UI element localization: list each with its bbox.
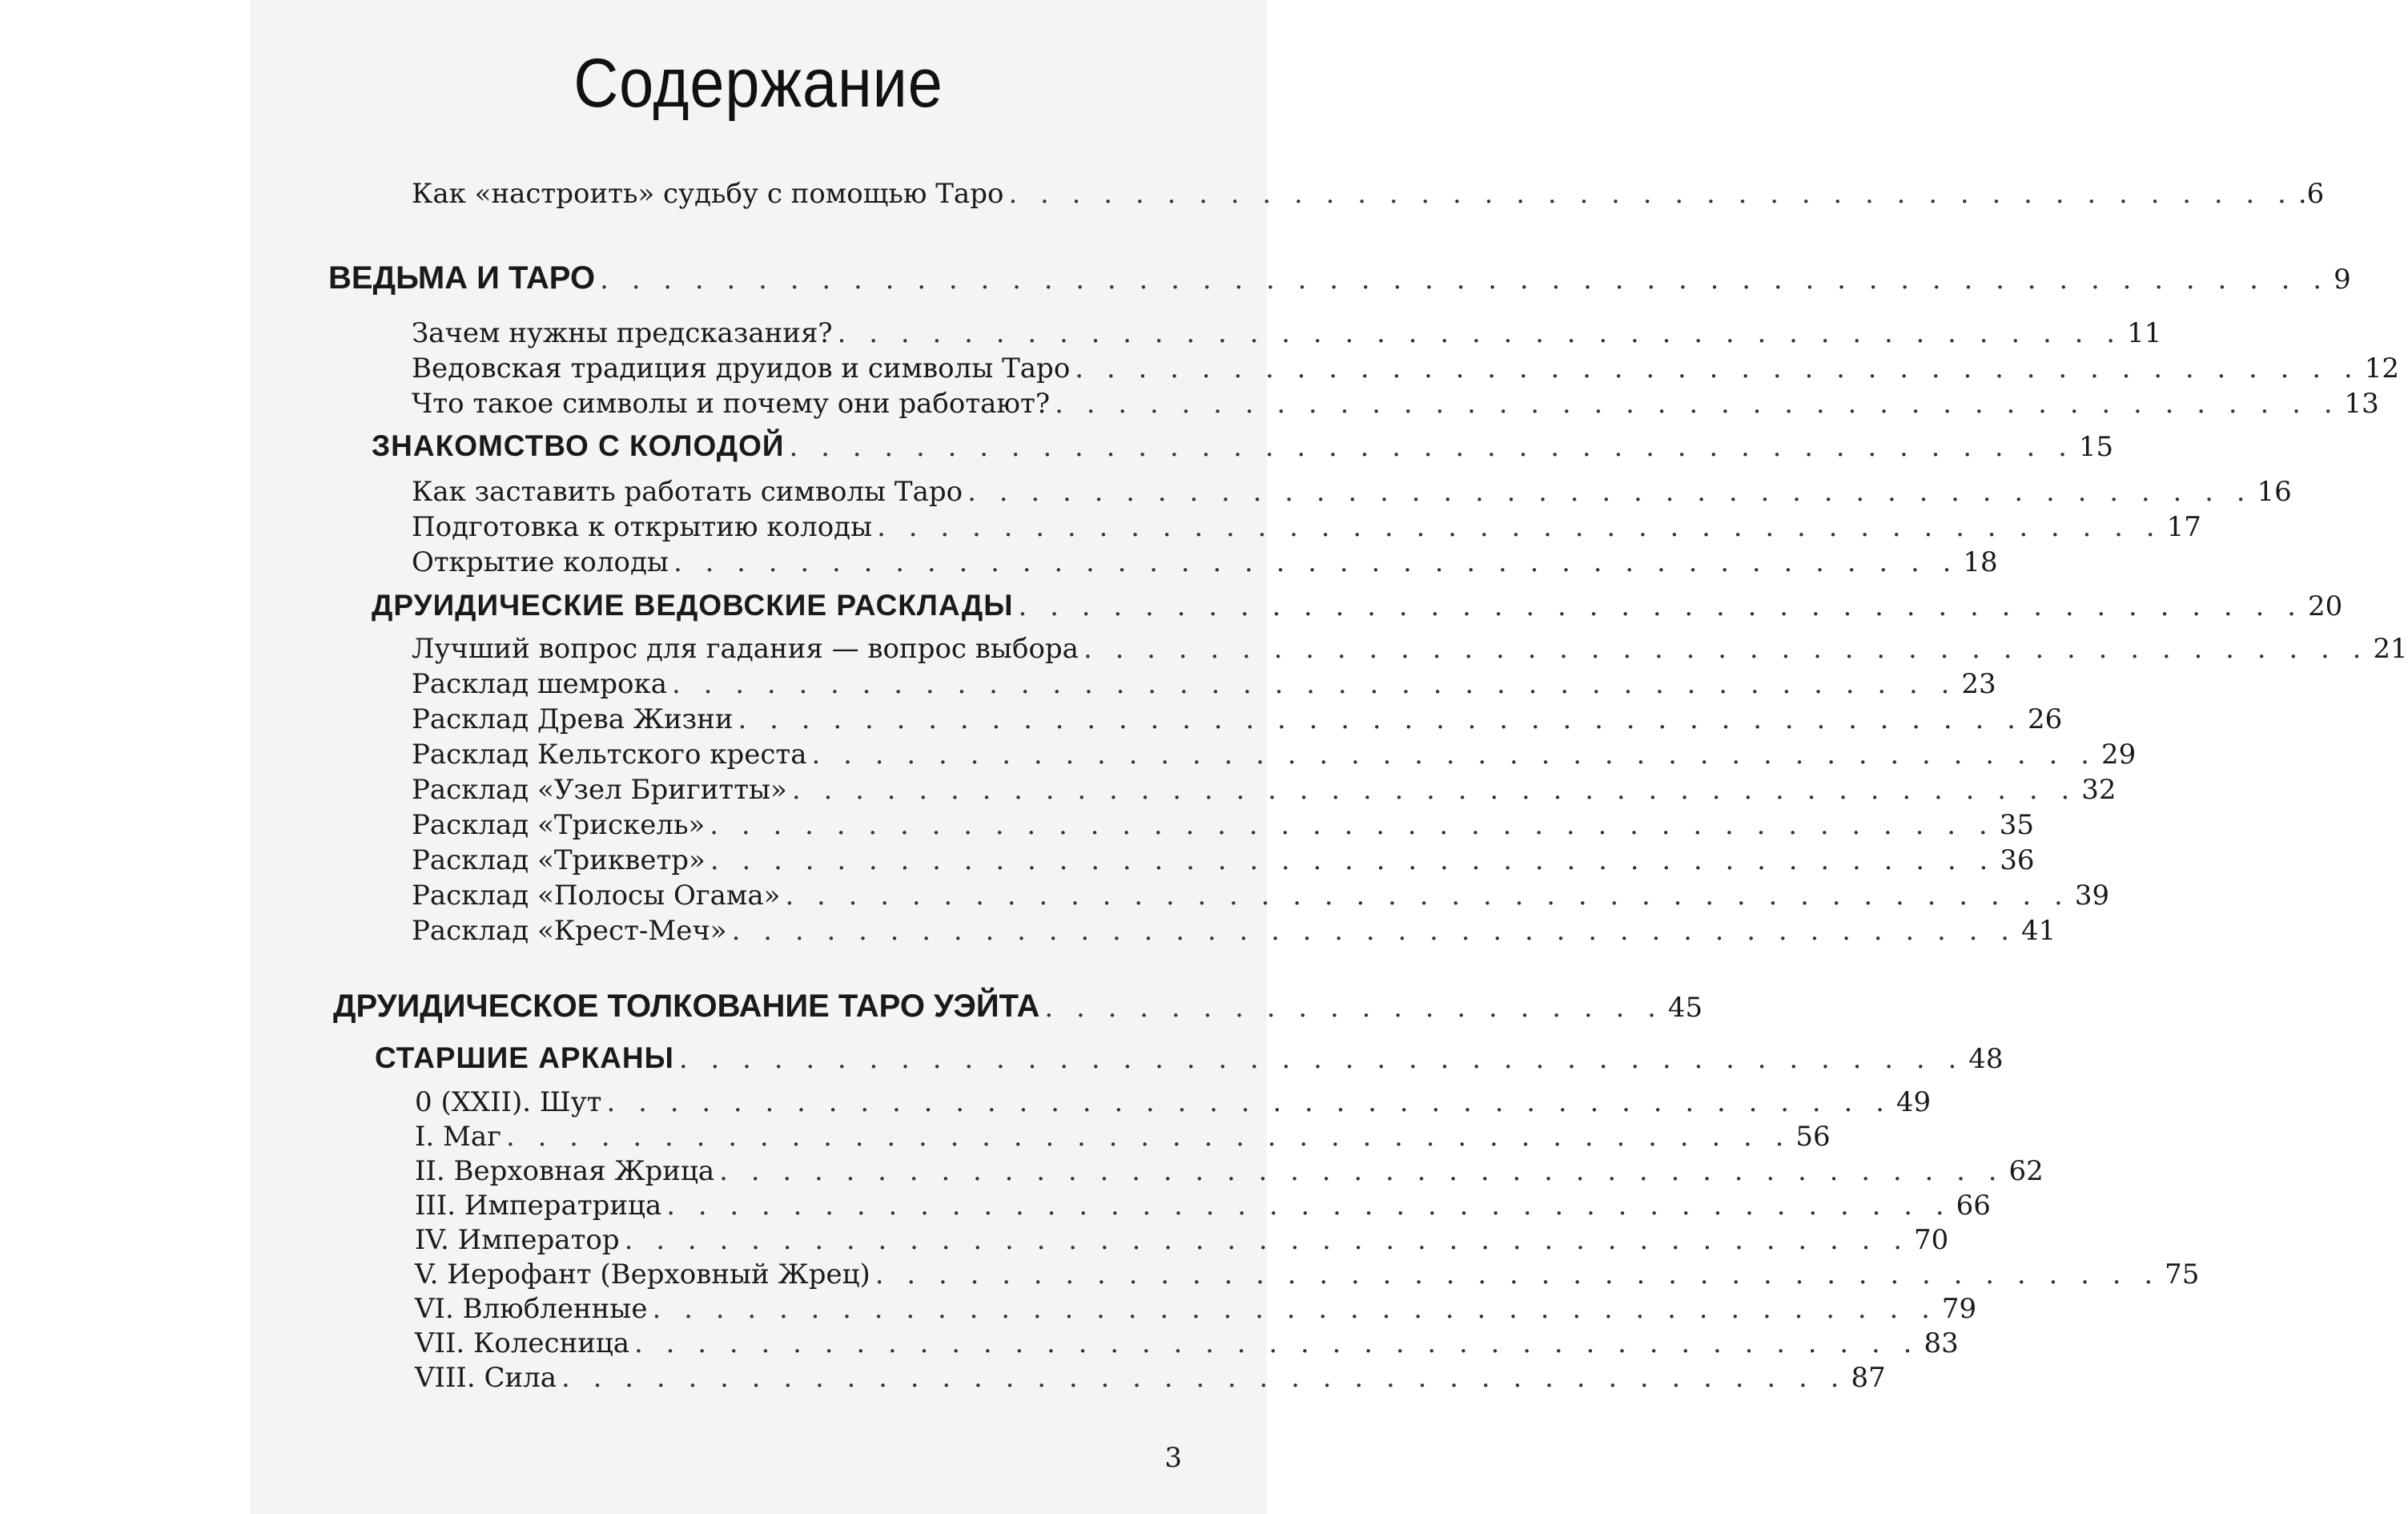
toc-leader: . . . . . . . . . . . . . . . . . . . . . . . . . . . . . . . . . . . . . . . . . — [1018, 590, 2303, 622]
toc-entry-page: 39 — [2074, 880, 2110, 912]
toc-entry-title: V. Иерофант (Верховный Жрец) — [415, 1258, 870, 1291]
toc-leader: . . . . . . . . . . . . . . . . . . . . . . . . . . . . . . . . . . . . . . . . . — [811, 739, 2096, 771]
toc-section-title: ВЕДЬМА И ТАРО — [328, 260, 596, 296]
toc-leader: . . . . . . . . . . . . . . . . . . . . . . . . . . . . . . . . . . . . . . . . . — [967, 476, 2253, 508]
toc-entry — [412, 844, 2035, 876]
toc-entry-page: 18 — [1963, 546, 1998, 578]
toc-leader: . . . . . . . . . . . . . . . . . . . . . . . . . . . . . . . . . . . . . . . . . — [673, 546, 1959, 578]
toc-section-title: СТАРШИЕ АРКАНЫ — [375, 1041, 674, 1074]
toc-entry — [412, 915, 2056, 947]
toc-entry-page: 36 — [2000, 844, 2035, 876]
toc-leader: . . . . . . . . . . . . . . . . . . . . . . . . . . . . . . . . . . . . . . . . . — [505, 1121, 1791, 1153]
toc-entry — [415, 1224, 1949, 1256]
page-number: 3 — [1164, 1442, 1182, 1474]
toc-entry-page: 35 — [1999, 809, 2034, 841]
toc-leader: . . . . . . . . . . . . . . . . . . . . . . . . . . . . . . . . . . . . . . . . . — [789, 431, 2074, 463]
toc-entry-page: 15 — [2078, 431, 2114, 463]
toc-entry — [415, 1258, 2200, 1291]
toc-leader: . . . . . . . . . . . . . . . . . . . . . . . . . . . . . . . . . . . . . . . . . — [738, 703, 2023, 735]
toc-entry-page: 11 — [2127, 317, 2162, 349]
toc-entry — [415, 1293, 1977, 1325]
toc-entry — [412, 476, 2292, 508]
toc-leader: . . . . . . . . . . . . . . . . . . . . . . . . . . . . . . . . . . . . . . . . . . . . . . . . . . . . . . . — [600, 264, 2330, 296]
toc-leader: . . . . . . . . . . . . . . . . . . . . . . . . . . . . . . . . . . . . . . . . . — [837, 317, 2123, 349]
toc-leader: . . . . . . . . . . . . . . . . . . . . . . . . . . . . . . . . . . . . . . . . . — [671, 668, 1957, 700]
toc-entry-title: Расклад «Трискель» — [412, 809, 706, 841]
toc-leader: . . . . . . . . . . . . . . . . . . . . . . . . . . . . . . . . . . . . . . . . . — [719, 1155, 2004, 1187]
toc-entry — [412, 809, 2034, 841]
toc-entry-title: Расклад «Полосы Огама» — [412, 880, 781, 912]
toc-entry-page: 75 — [2165, 1258, 2200, 1291]
toc-entry-page: 87 — [1851, 1362, 1886, 1394]
toc-leader: . . . . . . . . . . . . . . . . . . . . . . . . . . . . . . . . . . . . . . . . . — [1083, 633, 2369, 665]
toc-entry — [415, 1121, 1831, 1153]
toc-leader: . . . . . . . . . . . . . . . . . . . . . . . . . . . . . . . . . . . . . . . . . — [791, 774, 2077, 806]
toc-leader: . . . . . . . . . . . . . . . . . . . . . . . . . . . . . . . . . . . . . . . . . — [1008, 178, 2293, 210]
toc-section — [372, 429, 2114, 463]
toc-entry-page: 70 — [1914, 1224, 1949, 1256]
toc-leader: . . . . . . . . . . . . . . . . . . . . . . . . . . . . . . . . . . . . . . . . . — [652, 1293, 1937, 1325]
toc-entry-page: 66 — [1956, 1190, 1991, 1222]
toc-entry-title: Как «настроить» судьбу с помощью Таро — [412, 178, 1004, 210]
toc-entry-page: .6 — [2297, 178, 2325, 210]
toc-entry-title: IV. Император — [415, 1224, 620, 1256]
toc-entry-page: 21 — [2373, 633, 2408, 665]
toc-leader: . . . . . . . . . . . . . . . . . . . . . . . . . . . . . . . . . . . . . . . . . — [1055, 388, 2340, 420]
toc-entry-page: 83 — [1924, 1327, 1959, 1359]
page-title: Содержание — [573, 45, 943, 122]
toc-entry-title: Подготовка к открытию колоды — [412, 511, 873, 543]
toc-section-title: ЗНАКОМСТВО С КОЛОДОЙ — [372, 429, 785, 462]
toc-entry-title: Лучший вопрос для гадания — вопрос выбора — [412, 633, 1079, 665]
toc-entry — [412, 774, 2117, 806]
toc-entry-title: VIII. Сила — [415, 1362, 557, 1394]
toc-entry-title: Расклад «Трикветр» — [412, 844, 706, 876]
toc-entry-title: Как заставить работать символы Таро — [412, 476, 963, 508]
toc-leader: . . . . . . . . . . . . . . . . . . . . . . . . . . . . . . . . . . . . . . . . . — [666, 1190, 1952, 1222]
toc-entry-page: 23 — [1961, 668, 1996, 700]
toc-entry — [415, 1327, 1959, 1359]
toc-entry-title: 0 (XXII). Шут — [415, 1086, 602, 1118]
toc-section-title: ДРУИДИЧЕСКИЕ ВЕДОВСКИЕ РАСКЛАДЫ — [372, 589, 1014, 622]
toc-entry-page: 49 — [1895, 1086, 1932, 1118]
toc-leader: . . . . . . . . . . . . . . . . . . . . — [1044, 992, 1663, 1024]
toc-entry-page: 16 — [2257, 476, 2292, 508]
toc-section-title: ДРУИДИЧЕСКОЕ ТОЛКОВАНИЕ ТАРО УЭЙТА — [333, 989, 1040, 1024]
toc-entry — [412, 880, 2110, 912]
toc-entry — [412, 178, 2325, 210]
toc-entry-title: VI. Влюбленные — [415, 1293, 648, 1325]
toc-section — [372, 589, 2343, 622]
toc-entry — [412, 633, 2408, 665]
toc-entry-page: 79 — [1941, 1293, 1977, 1325]
toc-entry-page: 9 — [2334, 264, 2351, 296]
toc-leader: . . . . . . . . . . . . . . . . . . . . . . . . . . . . . . . . . . . . . . . . . — [874, 1258, 2161, 1291]
toc-entry — [412, 703, 2063, 735]
toc-entry-title: VII. Колесница — [415, 1327, 630, 1359]
toc-leader: . . . . . . . . . . . . . . . . . . . . . . . . . . . . . . . . . . . . . . . . . — [785, 880, 2070, 912]
toc-leader: . . . . . . . . . . . . . . . . . . . . . . . . . . . . . . . . . . . . . . . . . — [710, 844, 1996, 876]
toc-entry-title: III. Императрица — [415, 1190, 662, 1222]
toc-entry — [412, 668, 1996, 700]
toc-entry-page: 20 — [2307, 590, 2343, 622]
toc-entry-title: Ведовская традиция друидов и символы Таро — [412, 352, 1071, 385]
toc-entry-page: 26 — [2027, 703, 2063, 735]
toc-entry-page: 32 — [2081, 774, 2117, 806]
toc-entry-title: Расклад «Узел Бригитты» — [412, 774, 787, 806]
toc-entry-title: Расклад Кельтского креста — [412, 739, 807, 771]
toc-entry — [412, 317, 2162, 349]
toc-entry-title: Зачем нужны предсказания? — [412, 317, 833, 349]
toc-entry-page: 29 — [2100, 739, 2137, 771]
toc-leader: . . . . . . . . . . . . . . . . . . . . . . . . . . . . . . . . . . . . . . . . . — [1075, 352, 2360, 385]
toc-entry — [412, 511, 2201, 543]
toc-leader: . . . . . . . . . . . . . . . . . . . . . . . . . . . . . . . . . . . . . . . . . — [710, 809, 1995, 841]
toc-entry — [415, 1086, 1932, 1118]
toc-entry — [415, 1190, 1991, 1222]
toc-entry-title: Расклад «Крест-Меч» — [412, 915, 727, 947]
toc-section — [375, 1041, 2004, 1075]
toc-entry — [415, 1155, 2044, 1187]
toc-leader: . . . . . . . . . . . . . . . . . . . . . . . . . . . . . . . . . . . . . . . . . — [877, 511, 2162, 543]
toc-entry-page: 56 — [1795, 1121, 1831, 1153]
toc-leader: . . . . . . . . . . . . . . . . . . . . . . . . . . . . . . . . . . . . . . . . . — [606, 1086, 1891, 1118]
toc-entry — [412, 388, 2379, 420]
toc-entry — [412, 352, 2399, 385]
toc-entry-page: 45 — [1667, 992, 1703, 1024]
toc-entry-page: 17 — [2166, 511, 2201, 543]
toc-entry-page: 48 — [1968, 1043, 2004, 1075]
toc-section — [328, 260, 2351, 296]
toc-leader: . . . . . . . . . . . . . . . . . . . . . . . . . . . . . . . . . . . . . . . . . — [624, 1224, 1910, 1256]
toc-entry-title: Расклад Древа Жизни — [412, 703, 734, 735]
toc-entry-page: 13 — [2344, 388, 2379, 420]
toc-entry-title: Что такое символы и почему они работают? — [412, 388, 1051, 420]
toc-leader: . . . . . . . . . . . . . . . . . . . . . . . . . . . . . . . . . . . . . . . . . — [678, 1043, 1964, 1075]
toc-entry-page: 41 — [2021, 915, 2056, 947]
toc-entry — [412, 739, 2137, 771]
toc-entry-title: Открытие колоды — [412, 546, 669, 578]
book-page — [250, 0, 2408, 1514]
toc-leader: . . . . . . . . . . . . . . . . . . . . . . . . . . . . . . . . . . . . . . . . . — [561, 1362, 1847, 1394]
toc-leader: . . . . . . . . . . . . . . . . . . . . . . . . . . . . . . . . . . . . . . . . . — [731, 915, 2017, 947]
toc-leader: . . . . . . . . . . . . . . . . . . . . . . . . . . . . . . . . . . . . . . . . . — [634, 1327, 1920, 1359]
toc-entry-title: I. Маг — [415, 1121, 501, 1153]
toc-entry-page: 12 — [2364, 352, 2399, 385]
toc-entry-page: 62 — [2008, 1155, 2044, 1187]
toc-entry-title: II. Верховная Жрица — [415, 1155, 715, 1187]
toc-section — [333, 989, 1703, 1025]
toc-entry — [412, 546, 1998, 578]
toc-entry — [415, 1362, 1886, 1394]
toc-entry-title: Расклад шемрока — [412, 668, 667, 700]
